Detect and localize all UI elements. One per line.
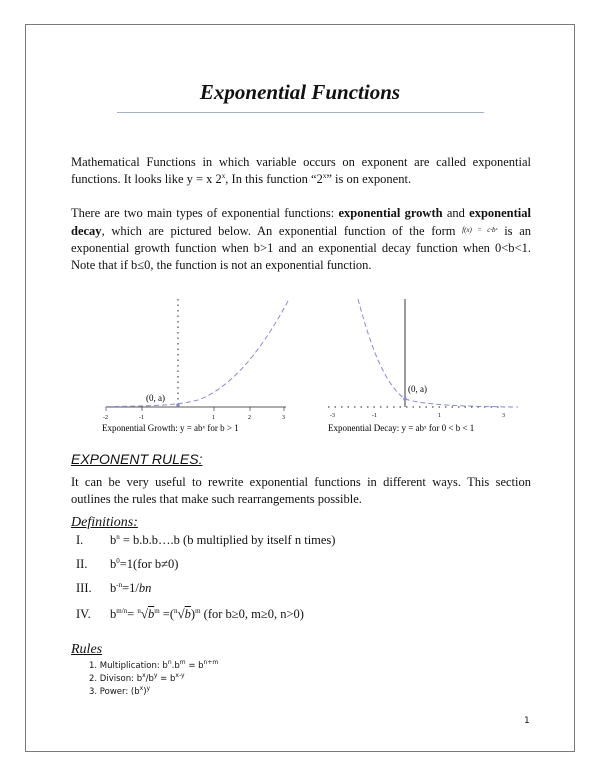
growth-tick: 1 [212, 415, 215, 421]
exponent-rules-heading: EXPONENT RULES: [71, 451, 203, 467]
decay-intercept-point [403, 397, 407, 401]
page-number: 1 [524, 716, 530, 726]
page-title: Exponential Functions [199, 80, 401, 104]
growth-tick: 2 [248, 415, 251, 421]
growth-intercept-point [176, 403, 180, 407]
definition-numeral: III. [76, 581, 92, 595]
definition-numeral: IV. [76, 607, 91, 621]
decay-caption: Exponential Decay: y = abˣ for 0 < b < 1 [328, 423, 475, 433]
radical-icon: √ [177, 606, 185, 621]
rules-intro-paragraph: It can be very useful to rewrite exponential functions in different ways. This section outlines the rules that make such rearrangements possible. [71, 475, 531, 506]
growth-point-label: (0, a) [146, 393, 165, 403]
decay-point-label: (0, a) [408, 384, 427, 394]
definition-numeral: II. [76, 557, 88, 571]
decay-tick: 3 [502, 413, 505, 419]
definition-iii: $b^{-n}=1/bn$ [110, 580, 152, 595]
growth-tick: 3 [282, 415, 285, 421]
types-paragraph: There are two main types of exponential functions: exponential growth and exponential decay, which are pictured below. An exponential function of the form $^{f(x) = c\cdot bˣ}$ is an exponential growth function when b>1 and an exponential decay function when 0<b<1. Note that if b≤0, the function is not an exponential function. [71, 206, 531, 272]
growth-graph [98, 297, 290, 435]
rule-item: 1. Multiplication: $b^n.b^m = b^{n+m}$ [89, 659, 219, 671]
rule-item: 2. Divison: $b^x/b^y = b^{x-y}$ [89, 672, 185, 684]
definitions-heading: Definitions: [71, 515, 138, 530]
growth-tick: -2 [103, 415, 108, 421]
definition-iv: $b^{m/n}= ^n√b^m =(^n√b)^m$ (for b≥0, m≥0, n>0) [110, 606, 304, 621]
definition-ii: $b^0=1(for$ b≠0) [110, 556, 179, 571]
decay-graph [324, 297, 520, 435]
decay-term: exponential decay [71, 206, 531, 238]
function-formula: f(x) = c·bˣ [462, 226, 498, 234]
growth-caption: Exponential Growth: y = abˣ for b > 1 [102, 423, 239, 433]
definition-i: $b^n$ = b.b.b….b (b multiplied by itself n times) [110, 532, 336, 547]
decay-tick: -3 [330, 413, 335, 419]
title-underline [117, 112, 484, 113]
decay-tick: 1 [438, 413, 441, 419]
decay-tick: -1 [372, 413, 377, 419]
growth-term: exponential growth [338, 206, 443, 220]
decay-curve [358, 299, 518, 407]
definition-numeral: I. [76, 533, 84, 547]
rule-item: 3. Power: $(b^x)^y$ [89, 685, 151, 697]
growth-curve [106, 301, 288, 407]
radical-icon: √ [140, 606, 148, 621]
intro-paragraph: Mathematical Functions in which variable occurs on exponent are called exponential functions. It looks like y = x 2$^x$, In this function “2$^x$” is on exponent. [71, 155, 531, 186]
rules-heading: Rules [71, 642, 103, 657]
growth-tick: -1 [139, 415, 144, 421]
